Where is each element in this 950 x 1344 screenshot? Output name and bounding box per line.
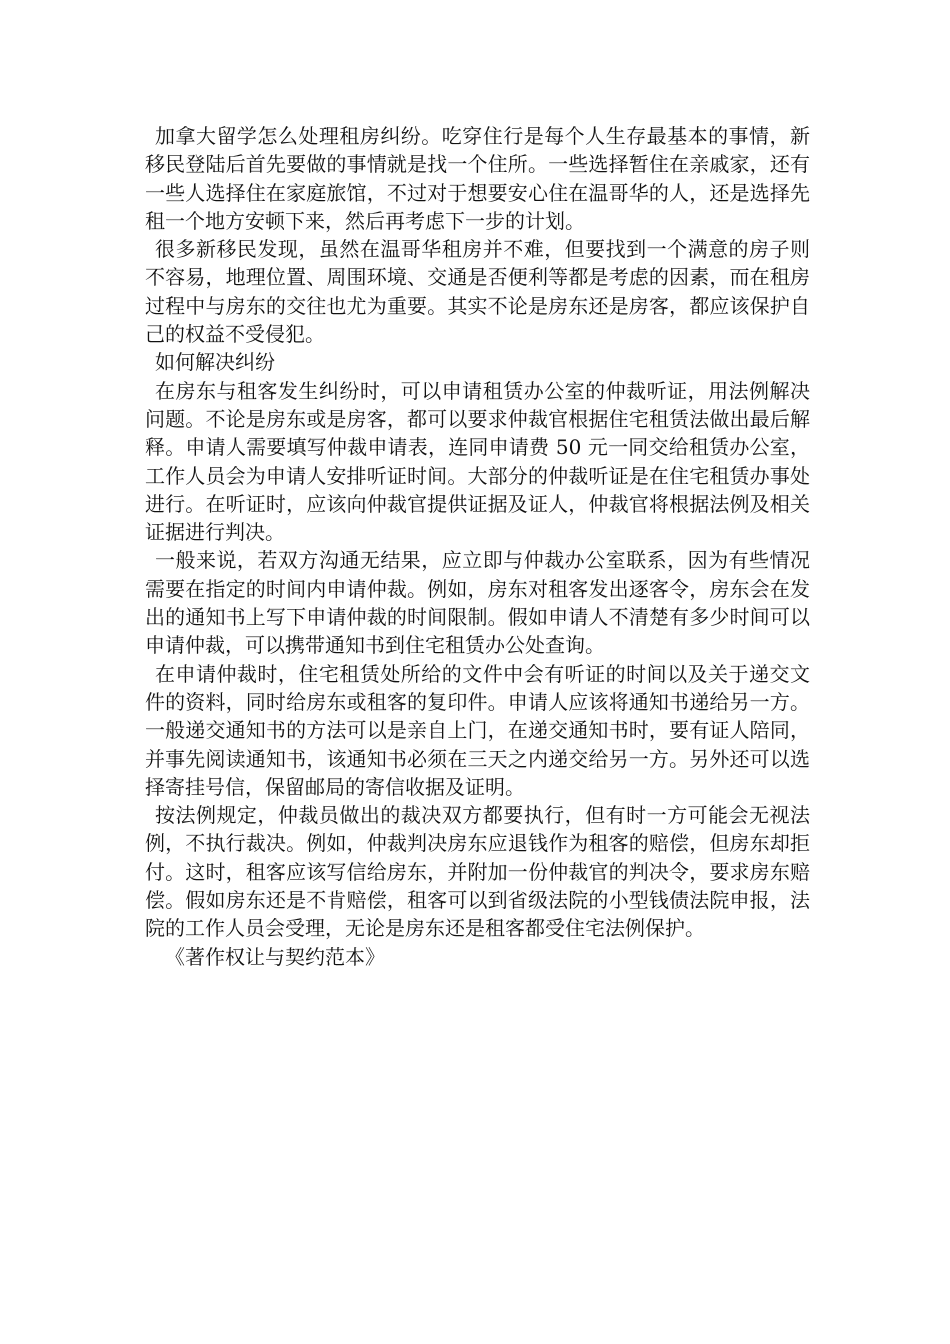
document-body	[145, 122, 810, 971]
related-document-title: 《著作权让与契约范本》	[165, 944, 385, 969]
paragraph-enforcement: 按法例规定，仲裁员做出的裁决双方都要执行，但有时一方可能会无视法例，不执行裁决。例如，仲裁判决房东应退钱作为租客的赔偿，但房东却拒付。这时，租客应该写信给房东，并附加一份仲裁官的判决令，要求房东赔偿。假如房东还是不肯赔偿，租客可以到省级法院的小型钱债法院申报，法院的工作人员会受理，无论是房东还是租客都受住宅法例保护。	[145, 803, 810, 941]
paragraph-arbitration-hearing: 在房东与租客发生纠纷时，可以申请租赁办公室的仲裁听证，用法例解决问题。不论是房东或是房客，都可以要求仲裁官根据住宅租赁法做出最后解释。申请人需要填写仲裁申请表，连同申请费 50 元一同交给租赁办公室，工作人员会为申请人安排听证时间。大部分的仲裁听证是在住宅租赁办事处进行。在听证时，应该向仲裁官提供证据及证人，仲裁官将根据法例及相关证据进行判决。	[145, 378, 810, 545]
paragraph-delivering-notice: 在申请仲裁时，住宅租赁处所给的文件中会有听证的时间以及关于递交文件的资料，同时给房东或租客的复印件。申请人应该将通知书递给另一方。一般递交通知书的方法可以是亲自上门，在递交通知书时，要有证人陪同，并事先阅读通知书，该通知书必须在三天之内递交给另一方。另外还可以选择寄挂号信，保留邮局的寄信收据及证明。	[145, 661, 810, 799]
section-heading: 如何解决纠纷	[155, 350, 275, 375]
paragraph-renting-difficulty: 很多新移民发现，虽然在温哥华租房并不难，但要找到一个满意的房子则不容易，地理位置、周围环境、交通是否便利等都是考虑的因素，而在租房过程中与房东的交往也尤为重要。其实不论是房东还是房客，都应该保护自己的权益不受侵犯。	[145, 237, 810, 347]
paragraph-intro: 加拿大留学怎么处理租房纠纷。吃穿住行是每个人生存最基本的事情，新移民登陆后首先要做的事情就是找一个住所。一些选择暂住在亲戚家，还有一些人选择住在家庭旅馆，不过对于想要安心住在温哥华的人，还是选择先租一个地方安顿下来，然后再考虑下一步的计划。	[145, 124, 810, 233]
paragraph-contact-office: 一般来说，若双方沟通无结果，应立即与仲裁办公室联系，因为有些情况需要在指定的时间内申请仲裁。例如，房东对租客发出逐客令，房东会在发出的通知书上写下申请仲裁的时间限制。假如申请人不清楚有多少时间可以申请仲裁，可以携带通知书到住宅租赁办公处查询。	[145, 548, 810, 658]
